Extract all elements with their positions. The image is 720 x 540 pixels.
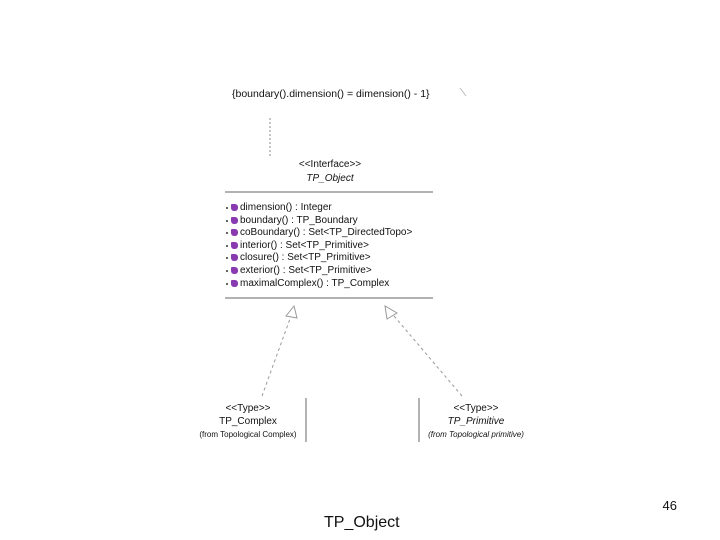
operation-icon [231,254,238,261]
operation-item [226,278,412,291]
complex-package-note: (from Topological Complex) [199,430,297,439]
complex-realization-arrowhead [286,306,297,318]
primitive-class-name: TP_Primitive [447,416,505,427]
bullet-dot [226,207,228,209]
operation-signature: exterior() : Set<TP_Primitive> [240,264,372,276]
constraint-mark [460,88,466,96]
slide-title: TP_Object [324,514,400,531]
primitive-realization-line [394,316,462,396]
operation-signature: interior() : Set<TP_Primitive> [240,239,369,251]
operation-icon [231,242,238,249]
operation-icon [231,204,238,211]
operations-list [226,202,412,290]
bullet-dot [226,283,228,285]
primitive-package-note: (from Topological primitive) [428,430,524,439]
interface-class-name: TP_Object [306,173,354,184]
operation-signature: coBoundary() : Set<TP_DirectedTopo> [240,227,413,239]
operation-signature: closure() : Set<TP_Primitive> [240,252,371,264]
operation-icon [231,280,238,287]
operation-icon [231,267,238,274]
operation-icon [231,217,238,224]
operation-icon [231,229,238,236]
bullet-dot [226,257,228,259]
operation-item [226,215,412,228]
operation-item [226,252,412,265]
bullet-dot [226,220,228,222]
boundary-constraint: {boundary().dimension() = dimension() - 1} [232,88,430,100]
operation-signature: maximalComplex() : TP_Complex [240,277,390,289]
operation-item [226,202,412,215]
complex-realization-line [262,316,291,396]
complex-class-name: TP_Complex [219,416,277,427]
bullet-dot [226,270,228,272]
primitive-stereotype: <<Type>> [453,403,499,414]
complex-stereotype: <<Type>> [225,403,271,414]
page-number: 46 [662,498,677,513]
bullet-dot [226,245,228,247]
operation-signature: boundary() : TP_Boundary [240,214,358,226]
operation-item [226,227,412,240]
operation-item [226,265,412,278]
bullet-dot [226,232,228,234]
operation-signature: dimension() : Integer [240,202,332,213]
operation-item [226,240,412,253]
interface-stereotype: <<Interface>> [298,159,362,170]
